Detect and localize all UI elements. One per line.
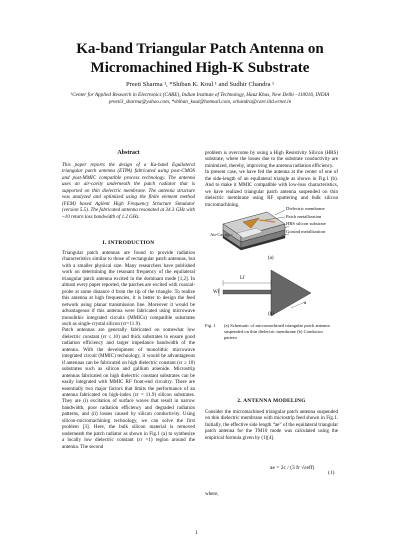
legend-substrate: HRS silicon substrate <box>286 221 326 226</box>
right-paragraph-2: In present case, we have fed the antenna at the center of one of the side-length of an equilateral triangle as shown in Fig.1 (b). And to make it MMIC compatible with low-loss characteristics, we have realized triangular patch antenna suspended on thin dielectric membrane using RF sputtering and bulk silicon micromachining. <box>205 169 338 208</box>
legend-patch: Patch metallization <box>286 213 322 219</box>
equation-1: ae = 2c / (3 fr √εeff) <box>270 465 315 471</box>
dim-wf-label: Wf <box>213 290 220 295</box>
figure-a-label: (a) <box>268 256 274 261</box>
dim-lf-label: Lf <box>240 276 245 281</box>
right-paragraph-1: problem is overcome by using a High Resistivity Silicon (HRS) substrate, where the losses due to the substrate conductivity are minimized, thereby, improving the antenna radiation efficiency. <box>205 150 338 169</box>
page-number: 1 <box>195 530 198 536</box>
section-2-body: Consider the micromachined triangular patch antenna suspended on thin dielectric membrane with microstrip feed shown in Fig.1. Initially, the effective side length “ae” of the equilateral triangular patch antenna for the TM10 mode was calculated using the empirical formula given by (1)[4]. <box>205 409 338 441</box>
intro-body <box>62 250 195 450</box>
section-2-heading: 2. ANTENNA MODELING <box>237 398 306 404</box>
dim-a-label: a <box>304 301 307 306</box>
affiliation-emails: preeti3_sharma@yahoo.com, *shiban_koul@hotmail.com, schandra@care.iitd.ernet.in <box>108 99 292 105</box>
paper-title <box>20 40 380 78</box>
legend-membrane: Dielectric membrane <box>286 206 325 211</box>
figure-legend <box>286 205 326 235</box>
caption-text: (a) Schematic of micromachined triangular patch antenna suspended on thin dielectric membrane (b) Conductor pattern <box>224 323 330 340</box>
affiliation <box>20 92 380 106</box>
caption-fig-number: Fig. 1 <box>205 323 216 328</box>
author-list: Preeti Sharma ¹, *Shiban K. Koul ¹ and Sudhir Chandra ¹ <box>125 81 275 88</box>
air-cavity-label: Air-Cavity <box>210 232 230 237</box>
legend-ground: Ground metallization <box>286 228 326 234</box>
title-line-1: Ka-band Triangular Patch Antenna on <box>76 41 324 57</box>
intro-heading: I. INTRODUCTION <box>102 240 155 246</box>
equation-number: (1) <box>328 470 335 476</box>
title-line-2: Micromachined High-K Substrate <box>90 60 310 76</box>
abstract-heading: Abstract <box>117 150 140 156</box>
where-text: where, <box>205 491 219 497</box>
intro-paragraph-1: Triangular patch antennas are found to provide radiation characteristics similar to those of rectangular patch antennas, but with a smaller physical size. Many researchers have published work on determining the resonant frequency of the equilateral triangular patch antenna excited in the dominant mode [1,2]. In almost every paper reported, the patches are excited with coaxial-probe at some distance d from the tip of the triangle. To realize this antenna at high frequencies, it is better to design the feed network using planar transmission line. Moreover it would be advantageous if this antenna were fabricated using microwave monolithic integrated circuits (MMICs) compatible substrates such as single-crystal silicon (εr=11.9). <box>62 250 195 327</box>
intro-paragraph-2: Patch antennas are generally fabricated on somewhat low dielectric constant (εr ≤ 10) and thick substrates to ensure good radiation efficiency and larger impedance bandwidth of the antenna. With the development of monolithic microwave integrated circuit (MMIC) technology, it would be advantageous if antennas can be fabricated on high dielectric constant (εr ≥ 10) substrates such as silicon and gallium arsenide. Microstrip antennas fabricated on high dielectric constant substrates can be easily integrated with MMIC RF front-end circuitry. There are essentially two major factors that limits the performance of an antenna fabricated on high-index (εr = 11.9) silicon substrates. They are (i) excitation of surface waves that result in narrow bandwidth, poor radiation efficiency and degraded radiation patterns, and (ii) losses caused by silicon conductivity. Using silicon-micromachining technology, we can solve the first problem [3]. Here, the bulk silicon material is removed underneath the patch radiator as shown in Fig.1 (a) to synthesize a locally low dielectric constant (εr =1) region around the antenna. The second <box>62 327 195 450</box>
figure-b-label: (b) <box>268 312 274 317</box>
affiliation-line-1: ¹Center for Applied Research in Electronics (CARE), Indian Institute of Technology, Hauz Khas, New Delhi –110016, INDIA <box>70 92 330 98</box>
abstract-text: This paper reports the design of a Ka-band Equilateral triangular patch antenna (ETPA) fabricated using post-CMOS and post-MMIC compatible process technology. The antenna uses an air-cavity underneath the patch radiator that is supported on thin dielectric membrane. The antenna structure was analyzed and optimized using the finite element method (FEM) based Agilent High Frequency Structure Simulator (version 5.5). The fabricated antenna resonated at 34.3 GHz with ~10 return loss bandwidth of 1.2 GHz. <box>62 162 195 220</box>
